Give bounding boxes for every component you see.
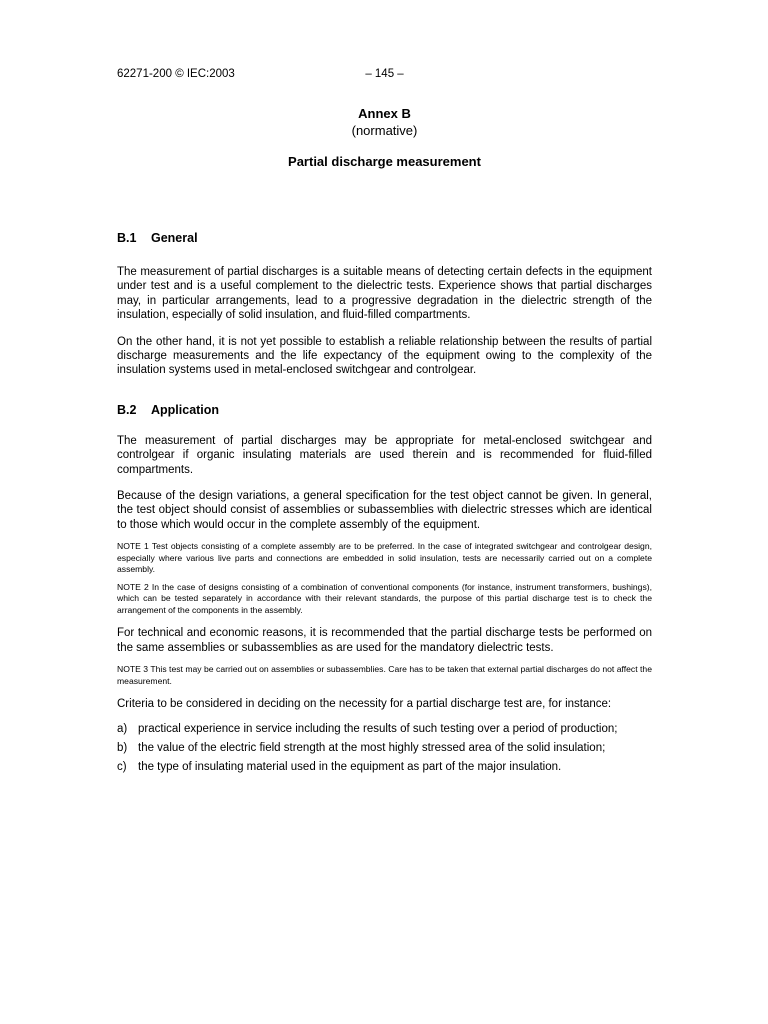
list-item-text: the value of the electric field strength at the most highly stressed area of the solid insulation;: [138, 741, 606, 754]
document-title: Partial discharge measurement: [288, 154, 481, 169]
paragraph: The measurement of partial discharges is a suitable means of detecting certain defects in the equipment under test and is a useful complement to the dielectric tests. Experience shows that partial discharges may, in particular arrangements, lead to a progressive degradation in the dielectric strength of the insulation, especially of solid insulation, and fluid-filled compartments.: [117, 266, 652, 322]
list-marker: b): [117, 741, 128, 754]
section-heading-general: [117, 230, 652, 246]
document-body: [117, 230, 652, 775]
section-title: Application: [151, 402, 220, 417]
note: NOTE 3 This test may be carried out on assemblies or subassemblies. Care has to be taken that external partial discharges do not affect the measurement.: [117, 664, 652, 686]
paragraph: The measurement of partial discharges may be appropriate for metal-enclosed switchgear and controlgear if organic insulating materials are used therein and is recommended for fluid-filled compartments.: [117, 434, 652, 476]
paragraph: On the other hand, it is not yet possible to establish a reliable relationship between the results of partial discharge measurements and the life expectancy of the equipment owing to the complexity of the insulation systems used in metal-enclosed switchgear and controlgear.: [117, 335, 652, 377]
list-marker: c): [117, 761, 127, 774]
annex-title: Annex B: [358, 106, 411, 121]
page-number: – 145 –: [365, 68, 404, 80]
paragraph: For technical and economic reasons, it is recommended that the partial discharge tests be performed on the same assemblies or subassemblies as are used for the mandatory dielectric tests.: [117, 627, 652, 654]
section-number: B.1: [117, 231, 137, 245]
list-item-text: practical experience in service including the results of such testing over a period of production;: [138, 722, 618, 735]
paragraph: Because of the design variations, a general specification for the test object cannot be given. In general, the test object should consist of assemblies or subassemblies with dielectric stresses which are identical to those which would occur in the complete assembly of the equipment.: [117, 490, 652, 531]
document-reference: 62271-200 © IEC:2003: [117, 68, 235, 80]
section-title: General: [151, 231, 198, 245]
list-item: [117, 741, 652, 755]
list-marker: a): [117, 722, 128, 735]
annex-subtitle: (normative): [351, 123, 418, 138]
list-item-text: the type of insulating material used in the equipment as part of the major insulation.: [138, 761, 562, 774]
note: NOTE 1 Test objects consisting of a complete assembly are to be preferred. In the case of integrated switchgear and controlgear design, especially where various live parts and connections are embedded in solid insulation, tests are necessarily carried out on a complete assembly.: [117, 541, 652, 575]
paragraph: Criteria to be considered in deciding on the necessity for a partial discharge test are, for instance:: [117, 698, 612, 711]
list-item: [117, 722, 652, 736]
section-number: B.2: [117, 402, 137, 417]
list-item: [117, 760, 652, 774]
note: NOTE 2 In the case of designs consisting of a combination of conventional components (for instance, instrument transformers, bushings), which can be tested separately in accordance with their relevant standards, the purpose of this partial discharge test is to check the arrangement of the components in the assembly.: [117, 581, 652, 615]
section-heading-application: [117, 402, 652, 418]
page-header: [117, 68, 652, 84]
